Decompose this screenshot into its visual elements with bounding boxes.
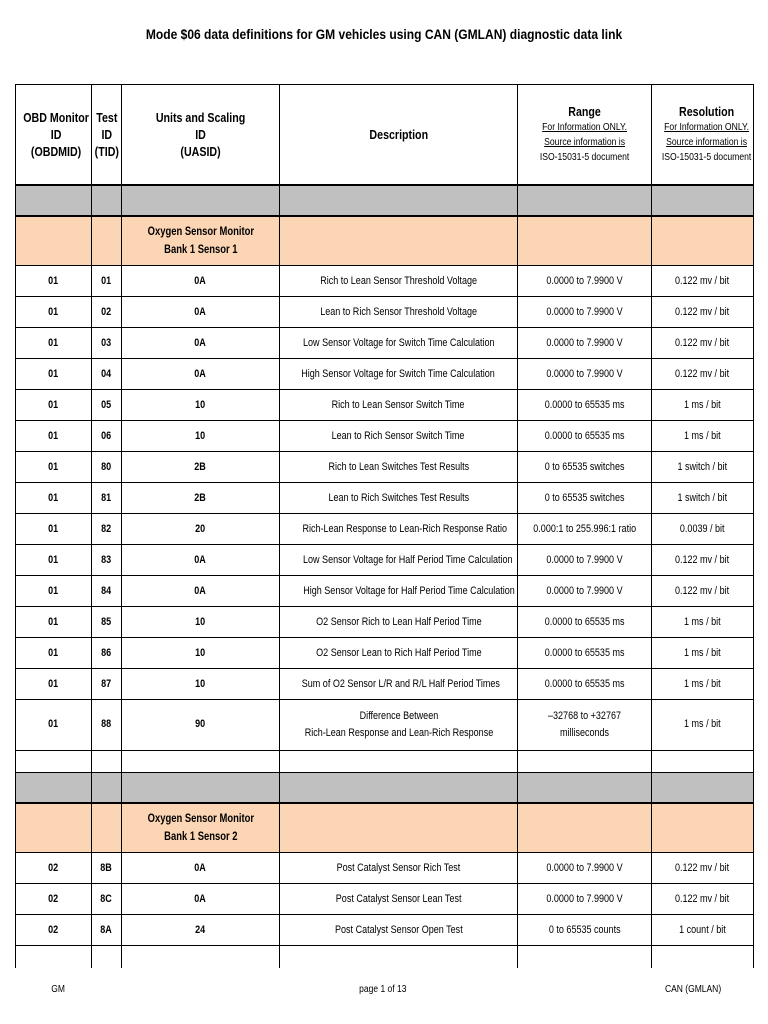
tid-cell: 80 <box>101 460 112 473</box>
blank-row <box>16 945 754 968</box>
description-cell: Sum of O2 Sensor L/R and R/L Half Period Times <box>301 677 500 690</box>
obdmid-cell: 01 <box>48 491 59 504</box>
uasid-cell: 10 <box>195 429 206 442</box>
obdmid-cell: 01 <box>48 367 59 380</box>
separator-row <box>16 772 754 803</box>
description-cell: Lean to Rich Sensor Threshold Voltage <box>320 305 477 318</box>
obdmid-cell: 01 <box>48 398 59 411</box>
range-cell: 0.0000 to 7.9900 V <box>546 861 623 874</box>
tid-cell: 8A <box>100 923 113 936</box>
range-cell: 0.0000 to 65535 ms <box>544 429 625 442</box>
resolution-cell: 1 switch / bit <box>677 491 728 504</box>
page-title: Mode $06 data definitions for GM vehicles using CAN (GMLAN) diagnostic data link <box>145 26 623 42</box>
obdmid-cell: 01 <box>48 460 59 473</box>
header-resolution: Resolution For Information ONLY. Source information is ISO-15031-5 document <box>652 85 754 185</box>
uasid-cell: 0A <box>194 305 207 318</box>
tid-cell: 86 <box>101 646 112 659</box>
obdmid-cell: 01 <box>48 305 59 318</box>
header-tid: Test ID (TID) <box>92 85 122 185</box>
description-cell: Post Catalyst Sensor Open Test <box>334 923 463 936</box>
description-cell: Rich to Lean Sensor Switch Time <box>332 398 465 411</box>
uasid-cell: 2B <box>194 491 207 504</box>
description-cell: O2 Sensor Rich to Lean Half Period Time <box>315 615 482 628</box>
range-cell: 0 to 65535 switches <box>544 491 625 504</box>
header-obdmid: OBD Monitor ID (OBDMID) <box>16 85 92 185</box>
resolution-cell: 1 count / bit <box>679 923 726 936</box>
footer-left: GM <box>51 984 65 995</box>
tid-cell: 8B <box>100 861 113 874</box>
table-row <box>16 575 754 606</box>
uasid-cell: 0A <box>194 584 207 597</box>
tid-cell: 85 <box>101 615 112 628</box>
table-row <box>16 451 754 482</box>
range-cell: 0.0000 to 7.9900 V <box>546 305 623 318</box>
resolution-cell: 1 switch / bit <box>677 460 728 473</box>
table-row <box>16 544 754 575</box>
table-row <box>16 296 754 327</box>
description-cell: Rich-Lean Response to Lean-Rich Response Ratio <box>302 522 508 535</box>
uasid-cell: 10 <box>195 615 206 628</box>
obdmid-cell: 02 <box>48 861 59 874</box>
range-cell: 0.0000 to 7.9900 V <box>546 584 623 597</box>
range-cell: 0 to 65535 switches <box>544 460 625 473</box>
header-row <box>16 85 754 185</box>
table-row <box>16 668 754 699</box>
range-cell: 0.0000 to 7.9900 V <box>546 553 623 566</box>
obdmid-cell: 01 <box>48 274 59 287</box>
obdmid-cell: 01 <box>48 553 59 566</box>
table-row <box>16 358 754 389</box>
obdmid-cell: 02 <box>48 892 59 905</box>
tid-cell: 04 <box>101 367 112 380</box>
obdmid-cell: 02 <box>48 923 59 936</box>
range-cell: 0.0000 to 7.9900 V <box>546 892 623 905</box>
resolution-cell: 0.122 mv / bit <box>675 274 730 287</box>
table-row <box>16 265 754 296</box>
range-cell: 0.0000 to 7.9900 V <box>546 367 623 380</box>
table-row <box>16 513 754 544</box>
tid-cell: 03 <box>101 336 112 349</box>
footer-page-number: page 1 of 13 <box>359 984 407 995</box>
header-range: Range For Information ONLY. Source information is ISO-15031-5 document <box>518 85 652 185</box>
mode06-table <box>15 84 754 968</box>
obdmid-cell: 01 <box>48 677 59 690</box>
table-row <box>16 637 754 668</box>
table-row <box>16 389 754 420</box>
uasid-cell: 24 <box>195 923 206 936</box>
obdmid-cell: 01 <box>48 336 59 349</box>
uasid-cell: 10 <box>195 646 206 659</box>
obdmid-cell: 01 <box>48 584 59 597</box>
uasid-cell: 0A <box>194 892 207 905</box>
uasid-cell: 0A <box>194 367 207 380</box>
description-cell: Post Catalyst Sensor Rich Test <box>336 861 461 874</box>
description-cell: Low Sensor Voltage for Half Period Time Calculation <box>303 553 513 566</box>
tid-cell: 82 <box>101 522 112 535</box>
resolution-cell: 1 ms / bit <box>684 615 721 628</box>
range-cell: 0.0000 to 7.9900 V <box>546 274 623 287</box>
section-header-bank1-sensor2: Oxygen Sensor Monitor Bank 1 Sensor 2 <box>16 803 754 853</box>
description-cell: Rich to Lean Switches Test Results <box>328 460 469 473</box>
blank-row <box>16 750 754 772</box>
uasid-cell: 2B <box>194 460 207 473</box>
footer-right: CAN (GMLAN) <box>664 984 722 995</box>
tid-cell: 87 <box>101 677 112 690</box>
table-row <box>16 883 754 914</box>
description-cell: High Sensor Voltage for Half Period Time Calculation <box>303 584 515 597</box>
resolution-cell: 0.122 mv / bit <box>675 336 730 349</box>
description-cell: Lean to Rich Sensor Switch Time <box>332 429 465 442</box>
uasid-cell: 0A <box>194 274 207 287</box>
header-uasid: Units and Scaling ID (UASID) <box>122 85 280 185</box>
resolution-cell: 1 ms / bit <box>684 646 721 659</box>
tid-cell: 02 <box>101 305 112 318</box>
rows-bank1-sensor1 <box>16 265 754 699</box>
uasid-cell: 20 <box>195 522 206 535</box>
obdmid-cell: 01 <box>48 522 59 535</box>
resolution-cell: 0.122 mv / bit <box>675 584 730 597</box>
table-row <box>16 852 754 883</box>
uasid-cell: 10 <box>195 677 206 690</box>
table-row <box>16 482 754 513</box>
range-cell: 0.0000 to 7.9900 V <box>546 336 623 349</box>
table-row: 01 88 90 Difference Between Rich-Lean Response and Lean-Rich Response –32768 to +32767 milliseconds 1 ms / bit <box>16 699 754 750</box>
tid-cell: 05 <box>101 398 112 411</box>
description-cell: High Sensor Voltage for Switch Time Calculation <box>301 367 496 380</box>
table-row <box>16 327 754 358</box>
separator-row <box>16 185 754 216</box>
range-cell: 0.0000 to 65535 ms <box>544 646 625 659</box>
table-row <box>16 420 754 451</box>
tid-cell: 8C <box>100 892 113 905</box>
range-cell: 0.000:1 to 255.996:1 ratio <box>533 522 636 535</box>
tid-cell: 01 <box>101 274 112 287</box>
obdmid-cell: 01 <box>48 429 59 442</box>
uasid-cell: 0A <box>194 861 207 874</box>
range-cell: 0 to 65535 counts <box>548 923 621 936</box>
description-cell: Lean to Rich Switches Test Results <box>328 491 469 504</box>
uasid-cell: 0A <box>194 553 207 566</box>
table-row <box>16 914 754 945</box>
range-cell: 0.0000 to 65535 ms <box>544 398 625 411</box>
resolution-cell: 1 ms / bit <box>684 398 721 411</box>
tid-cell: 81 <box>101 491 112 504</box>
range-cell: 0.0000 to 65535 ms <box>544 615 625 628</box>
resolution-cell: 0.0039 / bit <box>680 522 725 535</box>
range-cell: 0.0000 to 65535 ms <box>544 677 625 690</box>
description-cell: Post Catalyst Sensor Lean Test <box>335 892 462 905</box>
header-description: Description <box>280 85 518 185</box>
resolution-cell: 0.122 mv / bit <box>675 367 730 380</box>
tid-cell: 06 <box>101 429 112 442</box>
resolution-cell: 0.122 mv / bit <box>675 861 730 874</box>
resolution-cell: 0.122 mv / bit <box>675 892 730 905</box>
table-row <box>16 606 754 637</box>
resolution-cell: 1 ms / bit <box>684 429 721 442</box>
obdmid-cell: 01 <box>48 646 59 659</box>
uasid-cell: 10 <box>195 398 206 411</box>
resolution-cell: 1 ms / bit <box>684 677 721 690</box>
resolution-cell: 0.122 mv / bit <box>675 305 730 318</box>
section-header-bank1-sensor1: Oxygen Sensor Monitor Bank 1 Sensor 1 <box>16 216 754 266</box>
description-cell: O2 Sensor Lean to Rich Half Period Time <box>315 646 482 659</box>
tid-cell: 83 <box>101 553 112 566</box>
resolution-cell: 0.122 mv / bit <box>675 553 730 566</box>
description-cell: Low Sensor Voltage for Switch Time Calculation <box>302 336 495 349</box>
description-cell: Rich to Lean Sensor Threshold Voltage <box>320 274 477 287</box>
rows-bank1-sensor2 <box>16 852 754 945</box>
uasid-cell: 0A <box>194 336 207 349</box>
tid-cell: 84 <box>101 584 112 597</box>
obdmid-cell: 01 <box>48 615 59 628</box>
